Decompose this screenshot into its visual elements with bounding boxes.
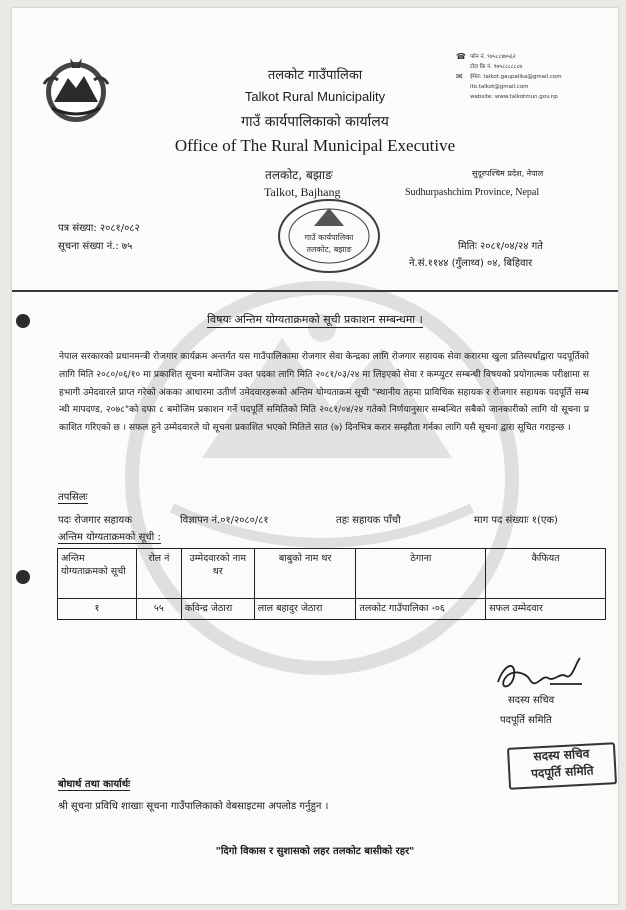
seal-text-2: तलकोट, बझाङ [306,245,352,254]
contact-phone: फोन नं. ९७५८८४७५६२ [470,54,516,60]
office-name-en: Office of The Rural Municipal Executive [174,136,456,155]
stamp-line-2: पदपूर्ति समिति [530,763,594,781]
cell-candidate: कविन्द्र जेठारा [181,599,254,620]
date-bs: मितिः २०८१/०४/२४ गते [458,241,543,252]
secretary-rubber-stamp [507,742,617,790]
col-header-candidate: उम्मेदवारको नाम थर [181,549,254,599]
contact-tollfree: टोल फ्रि नं. ९७५८८८८८८७ [470,64,523,70]
cc-heading: बोधार्थ तथा कार्यार्थः [58,779,131,790]
col-header-rank: अन्तिम योग्यताक्रमको सूची [58,549,137,599]
signatory-title: सदस्य सचिव [508,695,555,706]
cell-remarks: सफल उम्मेदवार [486,599,606,620]
table-header-row [58,549,606,599]
slogan: "दिगो विकास र सुशासको लहर तलकोट बासीको रहर" [215,846,415,857]
results-table [57,548,606,620]
contact-block [456,52,562,102]
location-np: तलकोट, बझाङ [265,168,333,182]
col-header-father: बाबुको नाम थर [254,549,356,599]
notice-body: नेपाल सरकारको प्रधानमन्त्री रोजगार कार्यक्रम अन्तर्गत यस गाउँपालिकामा रोजगार सेवा केन्द्रका लागि रोजगार सहायक सेवा करारमा खुला प्रतिस्पर्धाद्वारा पदपूर्तिको लागि मिति २०८०/०६/१० मा प्रकाशित सूचना बमोजिम उक्त पदका लागि मिति २०८१/०३/२४ मा लिइएको सेवा र कम्प्युटर सम्बन्धी विषयको प्रयोगात्मक परीक्षामा सहभागी उमेदवारले प्राप्त गरेको अंकका आधारमा उतीर्ण उमेदवारहरूको अन्तिम योग्यताक्रम सूची "स्थानीय तहमा प्राविधिक सहायक र रोजगार सहायक पदपूर्ति सम्बन्धी मापदण्ड, २०७८"को दफा ८ बमोजिम प्रकाशन गर्ने पदपूर्ति समितिको मिति २०८१/०४/२४ गतेको निर्णयानुसार सम्बन्धित सबैको जानकारीको लागि यो सूचना प्रकाशित गरिएको छ । सफल हुने उम्मेदवारले यो सूचना प्रकाशित भएको मितिले सात (७) दिनभित्र करार सम्झौता गर्नका लागि यसै सूचना द्वारा सूचित गराइन्छ । [59,352,589,434]
municipality-name-np: तलकोट गाउँपालिका [267,68,363,83]
signatory-committee: पदपूर्ति समिति [500,715,552,726]
office-seal-stamp [274,196,384,274]
cell-roll: ५५ [136,599,181,620]
office-name-np: गाउँ कार्यपालिकाको कार्यालय [241,114,389,130]
header-divider [12,290,618,292]
table-row [58,599,606,620]
cc-line: श्री सूचना प्रविधि शाखाः सूचना गाउँपालिकाको वेबसाइटमा अपलोड गर्नुहुन । [58,801,329,812]
subject-text: विषयः अन्तिम योग्यताक्रमको सूची प्रकाशन सम्बन्धमा । [207,313,423,326]
details-heading: तपसिलः [58,492,88,503]
contact-email-2: ito.talkot@gmail.com [470,84,529,90]
cell-father: लाल बहादुर जेठारा [254,599,356,620]
stamp-line-1: सदस्य सचिव [533,746,590,764]
contact-website: website: www.talkotmun.gov.np [470,94,558,100]
ref-number: पत्र संख्या: २०८१/०८२ [58,223,140,234]
required-count: माग पद संख्याः १(एक) [474,515,558,526]
list-title: अन्तिम योग्यताक्रमको सूची : [58,532,161,543]
date-nepal-sambat: ने.सं.११४४ (गुँलाथ्व) ०४, बिहिवार [409,258,533,269]
punch-hole-bottom [16,570,30,584]
mail-icon: ✉ [456,72,463,81]
cell-address: तलकोट गाउँपालिका -०६ [356,599,486,620]
document-page [12,8,618,904]
phone-icon: ☎ [456,52,466,61]
col-header-remarks: कैफियत [486,549,606,599]
contact-email: ईमेल: talkot.gaupalika@gmail.com [470,74,562,80]
cell-rank: १ [58,599,137,620]
province-np: सुदूरपश्चिम प्रदेश, नेपाल [472,169,544,178]
post-name: पदः रोजगार सहायक [58,515,132,526]
advertisement-number: विज्ञापन नं.०१/२०८०/८१ [180,515,269,526]
col-header-roll: रोल नं [136,549,181,599]
post-level: तहः सहायक पाँचौ [336,515,401,526]
province-en: Sudhurpashchim Province, Nepal [405,187,540,198]
col-header-address: ठेगाना [356,549,486,599]
municipality-name-en: Talkot Rural Municipality [244,89,386,104]
location-en: Talkot, Bajhang [264,185,341,199]
seal-text-1: गाउँ कार्यपालिका [304,233,354,242]
subject-line [12,312,618,327]
notice-number: सूचना संख्या नं.: ७५ [58,241,133,252]
